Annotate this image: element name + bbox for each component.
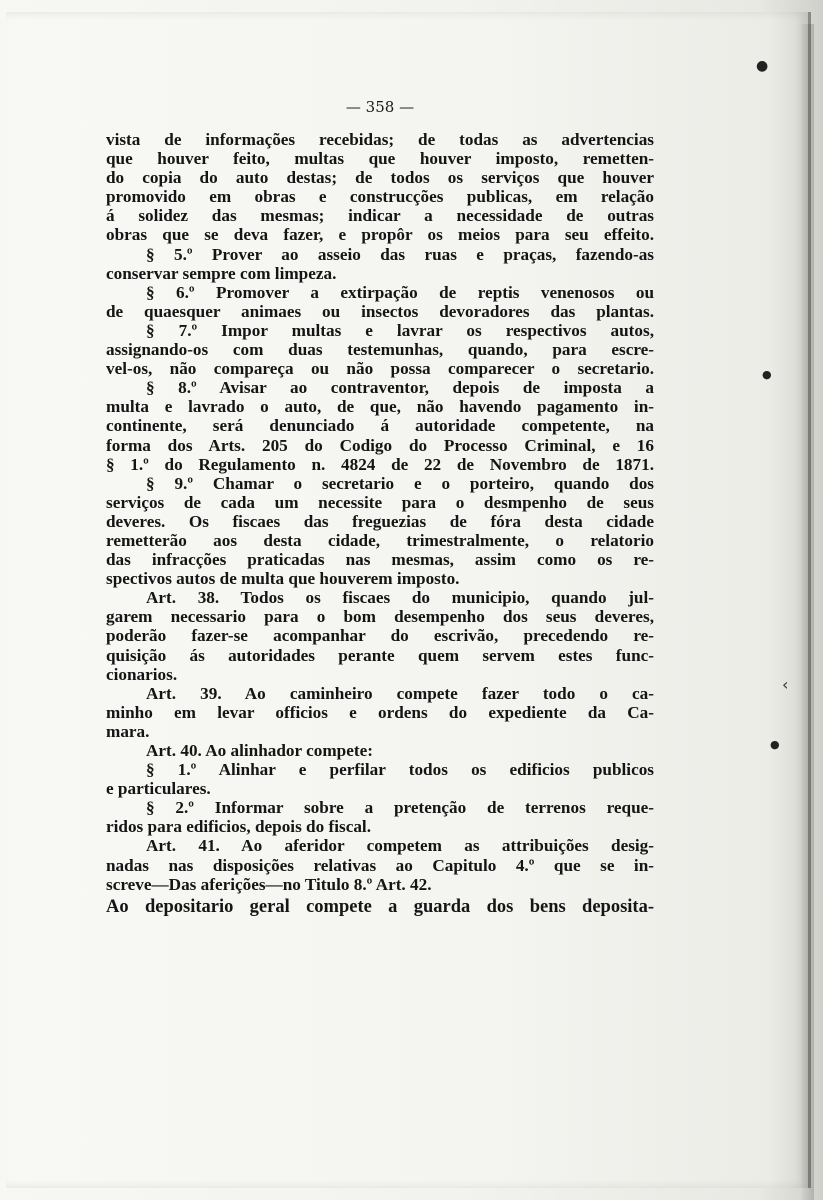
page-edge-shadow (801, 24, 814, 1200)
text-line: de quaesquer animaes ou insectos devoradores das plantas. (106, 301, 654, 321)
text-line: Art. 39. Ao caminheiro compete fazer todo o ca- (146, 683, 654, 703)
text-line: § 5.º Prover ao asseio das ruas e praças, fazendo-as (146, 244, 654, 264)
text-line: § 6.º Promover a extirpação de reptis venenosos ou (146, 282, 654, 302)
text-line: Art. 38. Todos os fiscaes do municipio, quando jul- (146, 588, 654, 608)
text-line: promovido em obras e construcções publicas, em relação (106, 187, 654, 207)
text-line: obras que se deva fazer, e propôr os meios para seu effeito. (106, 225, 654, 245)
text-line: spectivos autos de multa que houverem imposto. (106, 569, 460, 589)
text-line: e particulares. (106, 779, 211, 799)
text-line: conservar sempre com limpeza. (106, 263, 337, 283)
text-line: continente, será denunciado á autoridade competente, na (106, 416, 654, 436)
text-line: do copia do auto destas; de todos os serviços que houver (106, 168, 654, 188)
text-line: § 2.º Informar sobre a pretenção de terrenos reque- (146, 798, 654, 818)
text-line: Art. 41. Ao aferidor competem as attribuições desig- (146, 836, 654, 856)
text-line: § 1.º do Regulamento n. 4824 de 22 de Novembro de 1871. (106, 454, 654, 474)
text-line: vel-os, não compareça ou não possa comparecer o secretario. (106, 359, 654, 379)
text-line: poderão fazer-se acompanhar do escrivão, precedendo re- (106, 626, 654, 646)
text-line: deveres. Os fiscaes das freguezias de fóra desta cidade (106, 511, 654, 531)
text-line: § 8.º Avisar ao contraventor, depois de imposta a (146, 378, 654, 398)
margin-mark-icon: ‹ (782, 675, 789, 694)
ink-spot-icon: ● (770, 738, 780, 751)
text-line: § 7.º Impor multas e lavrar os respectivos autos, (146, 320, 654, 340)
page-number: — 358 — (345, 98, 415, 116)
text-line: serviços de cada um necessite para o desmpenho de seus (106, 492, 654, 512)
text-line: § 1.º Alinhar e perfilar todos os edificios publicos (146, 760, 654, 780)
text-line: screve—Das aferições—no Titulo 8.º Art. 42. (106, 874, 432, 894)
text-line: que houver feito, multas que houver imposto, remetten- (106, 149, 654, 169)
text-line: forma dos Arts. 205 do Codigo do Processo Criminal, e 16 (106, 435, 654, 455)
text-line: quisição ás autoridades perante quem servem estes func- (106, 645, 654, 665)
body-text (106, 130, 654, 918)
ink-spot-icon: ● (756, 58, 769, 74)
text-line: remetterão aos desta cidade, trimestralmente, o relatorio (106, 530, 654, 550)
text-line: garem necessario para o bom desempenho dos seus deveres, (106, 607, 654, 627)
text-line: Ao depositario geral compete a guarda dos bens deposita- (106, 896, 654, 917)
text-line: multa e lavrado o auto, de que, não havendo pagamento in- (106, 397, 654, 417)
text-line: assignando-os com duas testemunhas, quando, para escre- (106, 340, 654, 360)
text-line: ridos para edificios, depois do fiscal. (106, 817, 371, 837)
text-line: minho em levar officios e ordens do expediente da Ca- (106, 702, 654, 722)
text-line: nadas nas disposições relativas ao Capitulo 4.º que se in- (106, 855, 654, 875)
text-line: vista de informações recebidas; de todas as advertencias (106, 130, 654, 149)
text-line: mara. (106, 721, 150, 741)
text-line: § 9.º Chamar o secretario e o porteiro, quando dos (146, 473, 654, 493)
text-line: das infracções praticadas nas mesmas, assim como os re- (106, 550, 654, 570)
text-line: Art. 40. Ao alinhador compete: (146, 741, 373, 760)
text-line: á solidez das mesmas; indicar a necessidade de outras (106, 206, 654, 226)
ink-spot-icon: ● (762, 368, 772, 381)
text-line: cionarios. (106, 664, 178, 684)
